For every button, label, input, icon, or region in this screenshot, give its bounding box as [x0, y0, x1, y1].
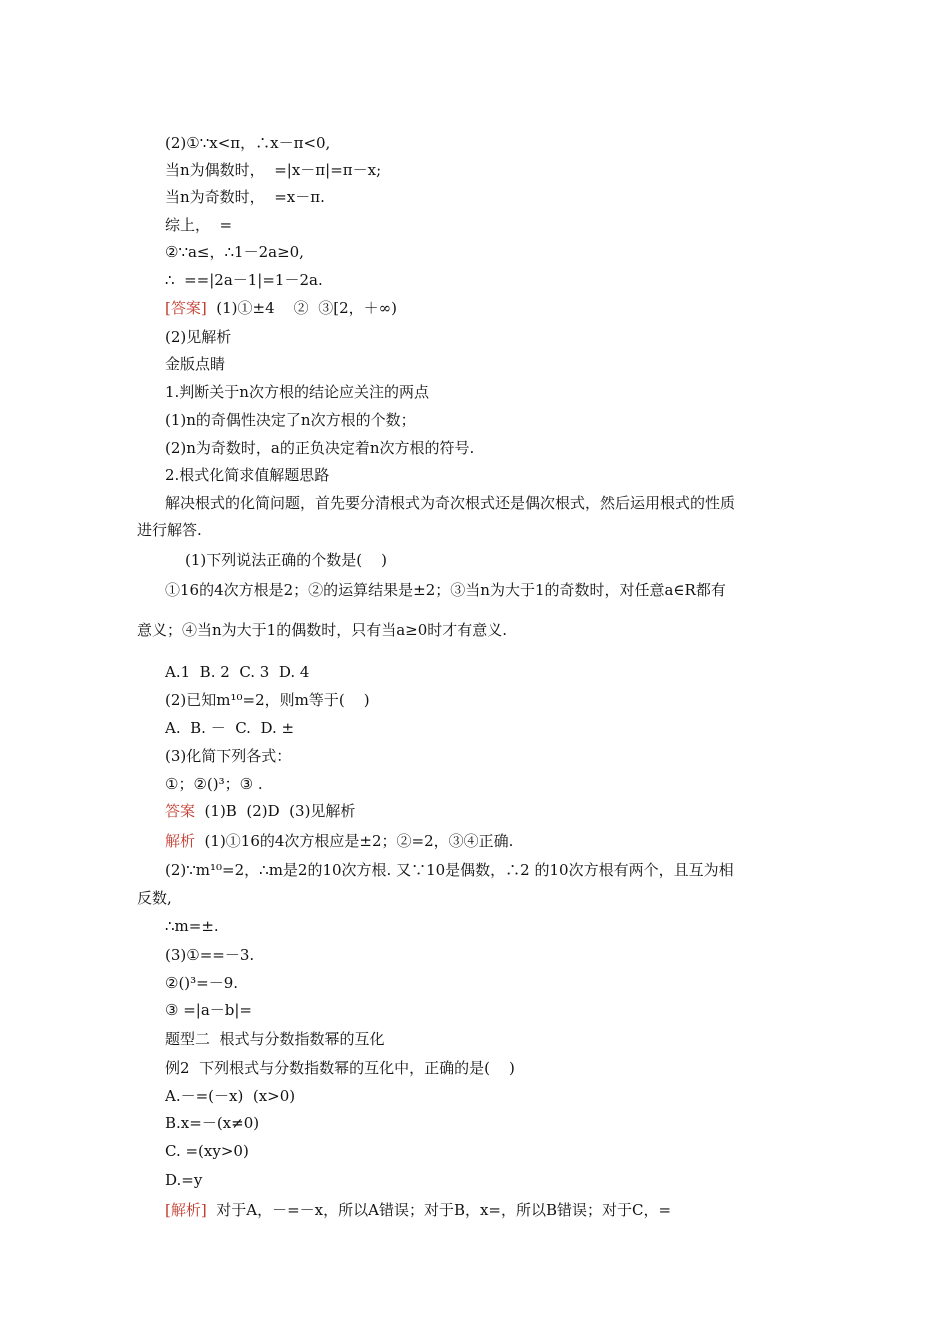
text-line [165, 916, 219, 936]
red-label: [解析] [165, 1201, 207, 1219]
text-line [165, 718, 294, 738]
text-line [165, 831, 513, 851]
text-segment: (1)下列说法正确的个数是( ) [185, 551, 388, 569]
text-line [165, 746, 291, 766]
text-segment: 当n为偶数时， =|x－π|=π－x; [165, 161, 382, 179]
text-segment: 1.判断关于n次方根的结论应关注的两点 [165, 383, 429, 401]
text-line [165, 945, 254, 965]
text-line [165, 1141, 249, 1161]
text-line [185, 550, 387, 570]
text-line [165, 438, 474, 458]
text-line [165, 493, 735, 513]
text-segment: 反数, [137, 889, 172, 907]
text-segment: (3)化简下列各式： [165, 747, 292, 765]
text-line [165, 801, 355, 821]
text-line [137, 888, 172, 908]
text-line [165, 1058, 515, 1078]
text-line [165, 774, 263, 794]
text-segment: (2)①∵x<π，∴x－π<0, [165, 134, 331, 152]
text-line [137, 520, 202, 540]
text-segment: A.1 B. 2 C. 3 D. 4 [165, 663, 310, 681]
text-segment: 进行解答. [137, 521, 202, 539]
text-segment: (2)∵m¹⁰=2，∴m是2的10次方根. 又∵10是偶数，∴2 的10次方根有两个，且互为相 [165, 861, 734, 879]
text-segment: (1)①±4 ② ③[2，＋∞) [206, 299, 397, 317]
text-segment: ∴ ==|2a－1|=1－2a. [165, 271, 323, 289]
text-segment: C. =(xy>0) [165, 1142, 249, 1160]
text-line [165, 354, 225, 374]
text-line [165, 270, 323, 290]
text-segment: 当n为奇数时， =x－π. [165, 188, 325, 206]
text-segment: ∴m=±. [165, 917, 219, 935]
text-segment: 题型二 根式与分数指数幂的互化 [165, 1030, 385, 1048]
text-segment: 金版点睛 [165, 355, 226, 373]
text-segment: ③ =|a－b|= [165, 1001, 253, 1019]
text-line [165, 187, 325, 207]
text-segment: ②()³=－9. [165, 974, 239, 992]
red-label: 答案 [165, 802, 196, 820]
text-segment: (3)①==－3. [165, 946, 255, 964]
text-line [165, 298, 397, 318]
text-segment: A. B. － C. D. ± [165, 719, 295, 737]
text-line [165, 1086, 295, 1106]
text-segment: A.－=(－x) (x>0) [165, 1087, 296, 1105]
text-segment: (2)n为奇数时，a的正负决定着n次方根的符号. [165, 439, 475, 457]
text-line [165, 242, 304, 262]
text-segment: (1)n的奇偶性决定了n次方根的个数； [165, 411, 416, 429]
text-segment: 2.根式化简求值解题思路 [165, 466, 330, 484]
text-segment: 例2 下列根式与分数指数幂的互化中，正确的是( ) [165, 1059, 515, 1077]
text-line [137, 620, 507, 640]
text-segment: 意义；④当n为大于1的偶数时，只有当a≥0时才有意义. [137, 621, 508, 639]
text-line [165, 410, 416, 430]
text-segment: 对于A，－=－x，所以A错误；对于B，x=，所以B错误；对于C，= [206, 1201, 672, 1219]
text-line [165, 860, 734, 880]
text-segment: 综上， = [165, 216, 233, 234]
text-line [165, 382, 429, 402]
text-line [165, 160, 381, 180]
text-line [165, 327, 231, 347]
text-line [165, 973, 238, 993]
text-line [165, 1170, 202, 1190]
text-segment: ①16的4次方根是2；②的运算结果是±2；③当n为大于1的奇数时，对任意a∈R都有 [165, 581, 726, 599]
text-segment: (1)B (2)D (3)见解析 [195, 802, 356, 820]
red-label: [答案] [165, 299, 207, 317]
text-segment: ①；②()³；③ . [165, 775, 263, 793]
text-segment: ②∵a≤，∴1－2a≥0, [165, 243, 304, 261]
text-line [165, 662, 309, 682]
text-segment: (2)已知m¹⁰=2，则m等于( ) [165, 691, 370, 709]
text-segment: (2)见解析 [165, 328, 232, 346]
text-segment: (1)①16的4次方根应是±2；②=2，③④正确. [195, 832, 514, 850]
text-line [165, 580, 726, 600]
text-segment: D.=y [165, 1171, 203, 1189]
text-line [165, 215, 232, 235]
red-label: 解析 [165, 832, 196, 850]
text-segment: B.x=－(x≠0) [165, 1114, 260, 1132]
text-line [165, 465, 329, 485]
text-line [165, 690, 370, 710]
text-line [165, 1029, 385, 1049]
text-line [165, 1200, 671, 1220]
text-line [165, 1113, 259, 1133]
text-segment: 解决根式的化简问题，首先要分清根式为奇次根式还是偶次根式，然后运用根式的性质 [165, 494, 736, 512]
text-line [165, 133, 330, 153]
text-line [165, 1000, 252, 1020]
